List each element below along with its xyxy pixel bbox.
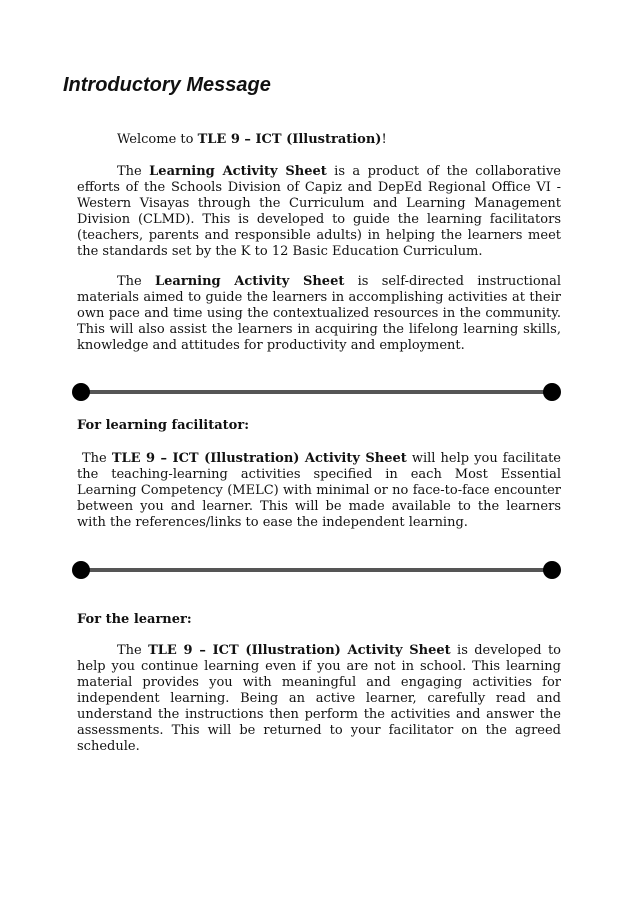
facilitator-bold: TLE 9 – ICT (Illustration) Activity Sheet bbox=[111, 451, 407, 466]
section-divider-1 bbox=[72, 383, 561, 401]
divider-dot-right bbox=[543, 561, 561, 579]
intro-paragraph-1 bbox=[77, 164, 561, 260]
intro-p2-bold: Learning Activity Sheet bbox=[155, 274, 345, 289]
learner-bold: TLE 9 – ICT (Illustration) Activity Sheet bbox=[148, 643, 451, 658]
facilitator-body: will help you facilitate the teaching-learning activities specified in each Most Essential Learning Competency (MELC) with minimal or no face-to-face encounter between you and learner. This will be made available to the learners with the references/links to ease the independent learning. bbox=[77, 451, 561, 530]
intro-p1-bold: Learning Activity Sheet bbox=[149, 164, 327, 179]
intro-p2-pre: The bbox=[117, 274, 156, 289]
divider-line bbox=[81, 568, 552, 572]
divider-dot-left bbox=[72, 561, 90, 579]
intro-p1-pre: The bbox=[117, 164, 150, 179]
learner-body: is developed to help you continue learning even if you are not in school. This learning material provides you with meaningful and engaging activities for independent learning. Being an active learner, carefully read and understand the instructions then perform the activities and answer the assessments. This will be returned to your facilitator on the agreed schedule. bbox=[77, 643, 561, 754]
facilitator-pre: The bbox=[82, 451, 112, 466]
welcome-suffix: ! bbox=[381, 132, 387, 147]
divider-line bbox=[81, 390, 552, 394]
intro-p1-body: is a product of the collaborative efforts of the Schools Division of Capiz and DepEd Regional Office VI - Western Visayas through the Curriculum and Learning Management Division (CLMD). This is developed to guide the learning facilitators (teachers, parents and responsible adults) in helping the learners meet the standards set by the K to 12 Basic Education Curriculum. bbox=[77, 164, 561, 259]
facilitator-paragraph bbox=[77, 451, 561, 531]
intro-paragraph-2 bbox=[77, 274, 561, 354]
intro-p2-body: is self-directed instructional materials aimed to guide the learners in accomplishing activities at their own pace and time using the contextualized resources in the community. This will also assist the learners in acquiring the lifelong learning skills, knowledge and attitudes for productivity and employment. bbox=[77, 274, 561, 353]
welcome-prefix: Welcome to bbox=[117, 132, 198, 147]
facilitator-heading: For learning facilitator: bbox=[77, 418, 250, 433]
welcome-course-name: TLE 9 – ICT (Illustration) bbox=[197, 132, 382, 147]
page-title: Introductory Message bbox=[63, 74, 271, 96]
learner-heading: For the learner: bbox=[77, 612, 192, 627]
section-divider-2 bbox=[72, 561, 561, 579]
welcome-line bbox=[117, 132, 387, 148]
learner-pre: The bbox=[117, 643, 149, 658]
divider-dot-right bbox=[543, 383, 561, 401]
learner-paragraph bbox=[77, 643, 561, 755]
divider-dot-left bbox=[72, 383, 90, 401]
